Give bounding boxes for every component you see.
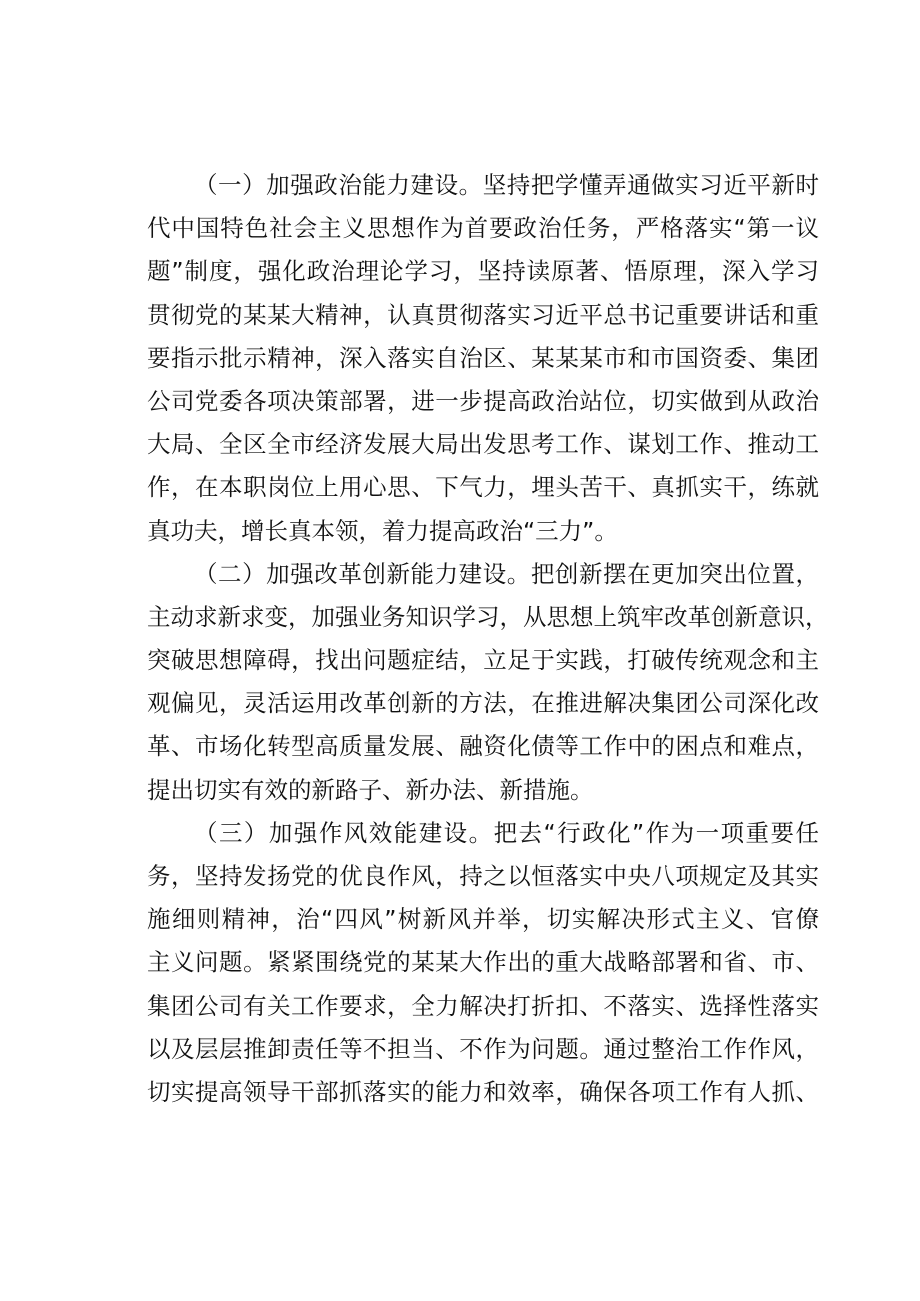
text-line: 代中国特色社会主义思想作为首要政治任务，严格落实“第一议 xyxy=(147,214,819,243)
paragraph-political-capacity xyxy=(147,164,819,553)
text-line: 主动求新求变，加强业务知识学习，从思想上筑牢改革创新意识， xyxy=(147,602,829,631)
text-line: 施细则精神，治“四风”树新风并举，切实解决形式主义、官僚 xyxy=(147,905,819,934)
text-line: （二）加强改革创新能力建设。把创新摆在更加突出位置， xyxy=(194,559,819,588)
text-line: 大局、全区全市经济发展大局出发思考工作、谋划工作、推动工 xyxy=(147,430,819,459)
text-line: 突破思想障碍，找出问题症结，立足于实践，打破传统观念和主 xyxy=(147,646,819,675)
text-line: 以及层层推卸责任等不担当、不作为问题。通过整治工作作风， xyxy=(147,1034,819,1063)
text-line: 提出切实有效的新路子、新办法、新措施。 xyxy=(147,775,594,804)
text-line: 切实提高领导干部抓落实的能力和效率，确保各项工作有人抓、 xyxy=(147,1077,819,1106)
text-line: （一）加强政治能力建设。坚持把学懂弄通做实习近平新时 xyxy=(194,171,819,199)
document-body xyxy=(147,164,829,1114)
text-line: （三）加强作风效能建设。把去“行政化”作为一项重要任 xyxy=(194,818,819,847)
text-line: 务，坚持发扬党的优良作风，持之以恒落实中央八项规定及其实 xyxy=(147,862,819,890)
text-line: 贯彻党的某某大精神，认真贯彻落实习近平总书记重要讲话和重 xyxy=(147,300,819,329)
text-line: 集团公司有关工作要求，全力解决打折扣、不落实、选择性落实 xyxy=(147,991,819,1020)
text-line: 观偏见，灵活运用改革创新的方法，在推进解决集团公司深化改 xyxy=(147,689,819,718)
text-line: 主义问题。紧紧围绕党的某某大作出的重大战略部署和省、市、 xyxy=(147,948,819,977)
text-line: 革、市场化转型高质量发展、融资化债等工作中的困点和难点， xyxy=(147,732,819,761)
text-line: 真功夫，增长真本领，着力提高政治“三力”。 xyxy=(147,516,618,545)
text-line: 公司党委各项决策部署，进一步提高政治站位，切实做到从政治 xyxy=(147,386,819,415)
paragraph-reform-innovation xyxy=(147,553,829,812)
text-line: 作，在本职岗位上用心思、下气力，埋头苦干、真抓实干，练就 xyxy=(147,473,819,502)
paragraph-work-style xyxy=(147,812,819,1114)
text-line: 题”制度，强化政治理论学习，坚持读原著、悟原理，深入学习 xyxy=(147,257,819,286)
text-line: 要指示批示精神，深入落实自治区、某某某市和市国资委、集团 xyxy=(147,343,819,372)
